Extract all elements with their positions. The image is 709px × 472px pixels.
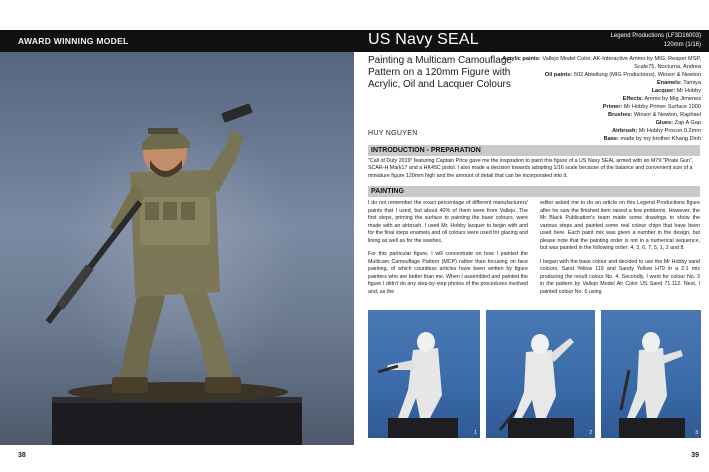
scale-text: 120mm (1/16) [663,41,701,48]
photo-caption: 2 [589,430,592,436]
article-title: US Navy SEAL [368,31,479,48]
body-column-left [368,200,528,302]
page-number-right: 39 [691,452,699,459]
intro-paragraph: "Call of Duty 2019" featuring Captain Price gave me the inspiration to paint this figure of a US Navy SEAL armed with an M79 "Pirate Gun", SCAR-H Mark17 and a HK45C pistol. I also made a decision towards adopting 1/16 scale because of the balance and convenient size of a miniature figure 120mm high and the amount of detail that can be incorporated into it. [368,158,694,179]
materials-item: Enamels: Tamiya [656,80,701,87]
right-page [354,0,709,472]
paragraph: editor asked me to do an article on this Legend Productions figure after he saw the finished item raised a few problems. However, the Mr Black Publication's team made some drawings to show the various steps and painted some real colour chips that have been used here. Each paint mix was given a number in the design, but please note that the painting order is not in a numerical sequence, but was painted in the following order: 4, 3, 6, 7, 5, 1, 2 and 8. [540,200,700,251]
materials-item: Primer: Mr Hobby Primer Surface 1000 [602,104,701,111]
primed-figure-photo-2 [486,310,595,438]
photo-caption: 1 [474,430,477,436]
paragraph: I do not remember the exact percentage of different manufacturers' paints that I used, but about 40% of them were from Vallejo. The first steps, priming the surface to painting the base colours, were made with an airbrush. I used Mr. Hobby lacquer to begin with and for the final steps enamels and oil colours were used for glazing and lining as well as for the washes. [368,200,528,244]
left-page [0,0,354,472]
materials-item: Brushes: Winsor & Newton, Raphael [608,112,701,119]
page-number-left: 38 [18,452,26,459]
materials-item: Base: made by my brother Khang Dinh [603,136,701,143]
paragraph: I began with the base colour and decided to use the Mr Hobby sand colours, Sand Yellow 119 and Sandy Yellow H79 in a 2:1 mix producing the result colour No. 4. Secondly, I went for colour No. 3 in the pattern by Vallejo Model Air Color US Sand 71.112. Next, I painted colour No. 6 using [540,258,700,295]
painting-heading-bar [368,186,700,197]
painting-heading: PAINTING [371,187,404,195]
figure-meta [611,32,701,49]
section-label: AWARD WINNING MODEL [18,36,129,46]
materials-item: Effects: Ammo by Mig Jimenez [622,96,701,103]
materials-item: Acrylic paints: Vallejo Model Color, AK-Interactive Ammo by MIG, Reaper MSP, Scale75, Nocturna, Andrea [502,56,701,71]
materials-item: Lacquer: Mr Hobby [651,88,701,95]
primed-figure-photo-1 [368,310,480,438]
materials-item: Glues: Zap A Gap [655,120,701,127]
intro-heading: INTRODUCTION - PREPARATION [371,146,481,154]
left-header-bar [0,30,354,52]
materials-list [501,55,701,144]
article-subtitle: Painting a Multicam Camouflage Pattern on a 120mm Figure with Acrylic, Oil and Lacquer Colours [368,55,512,90]
intro-heading-bar [368,145,700,156]
materials-item: Oil paints: 502 Abteilung (MIG Productions), Winsor & Newton [544,72,701,79]
author-name: HUY NGUYEN [368,130,418,137]
soldier-figure-photo [0,52,354,445]
body-column-right [540,200,700,302]
materials-item: Airbrush: Mr Hobby Procon 0.2mm [612,128,701,135]
photo-caption: 3 [695,430,698,436]
producer-text: Legend Productions (LF3D16003) [610,33,701,39]
primed-figure-photo-3 [601,310,701,438]
paragraph: For this particular figure, I will concentrate on how I painted the Multicam Camouflage Pattern (MCP) rather than focusing on face painting, of which countless articles have been written by figure painters who are better than me. When I assembled and painted the figure I didn't do any step-by-step photos of the procedures involved and, as the [368,251,528,295]
